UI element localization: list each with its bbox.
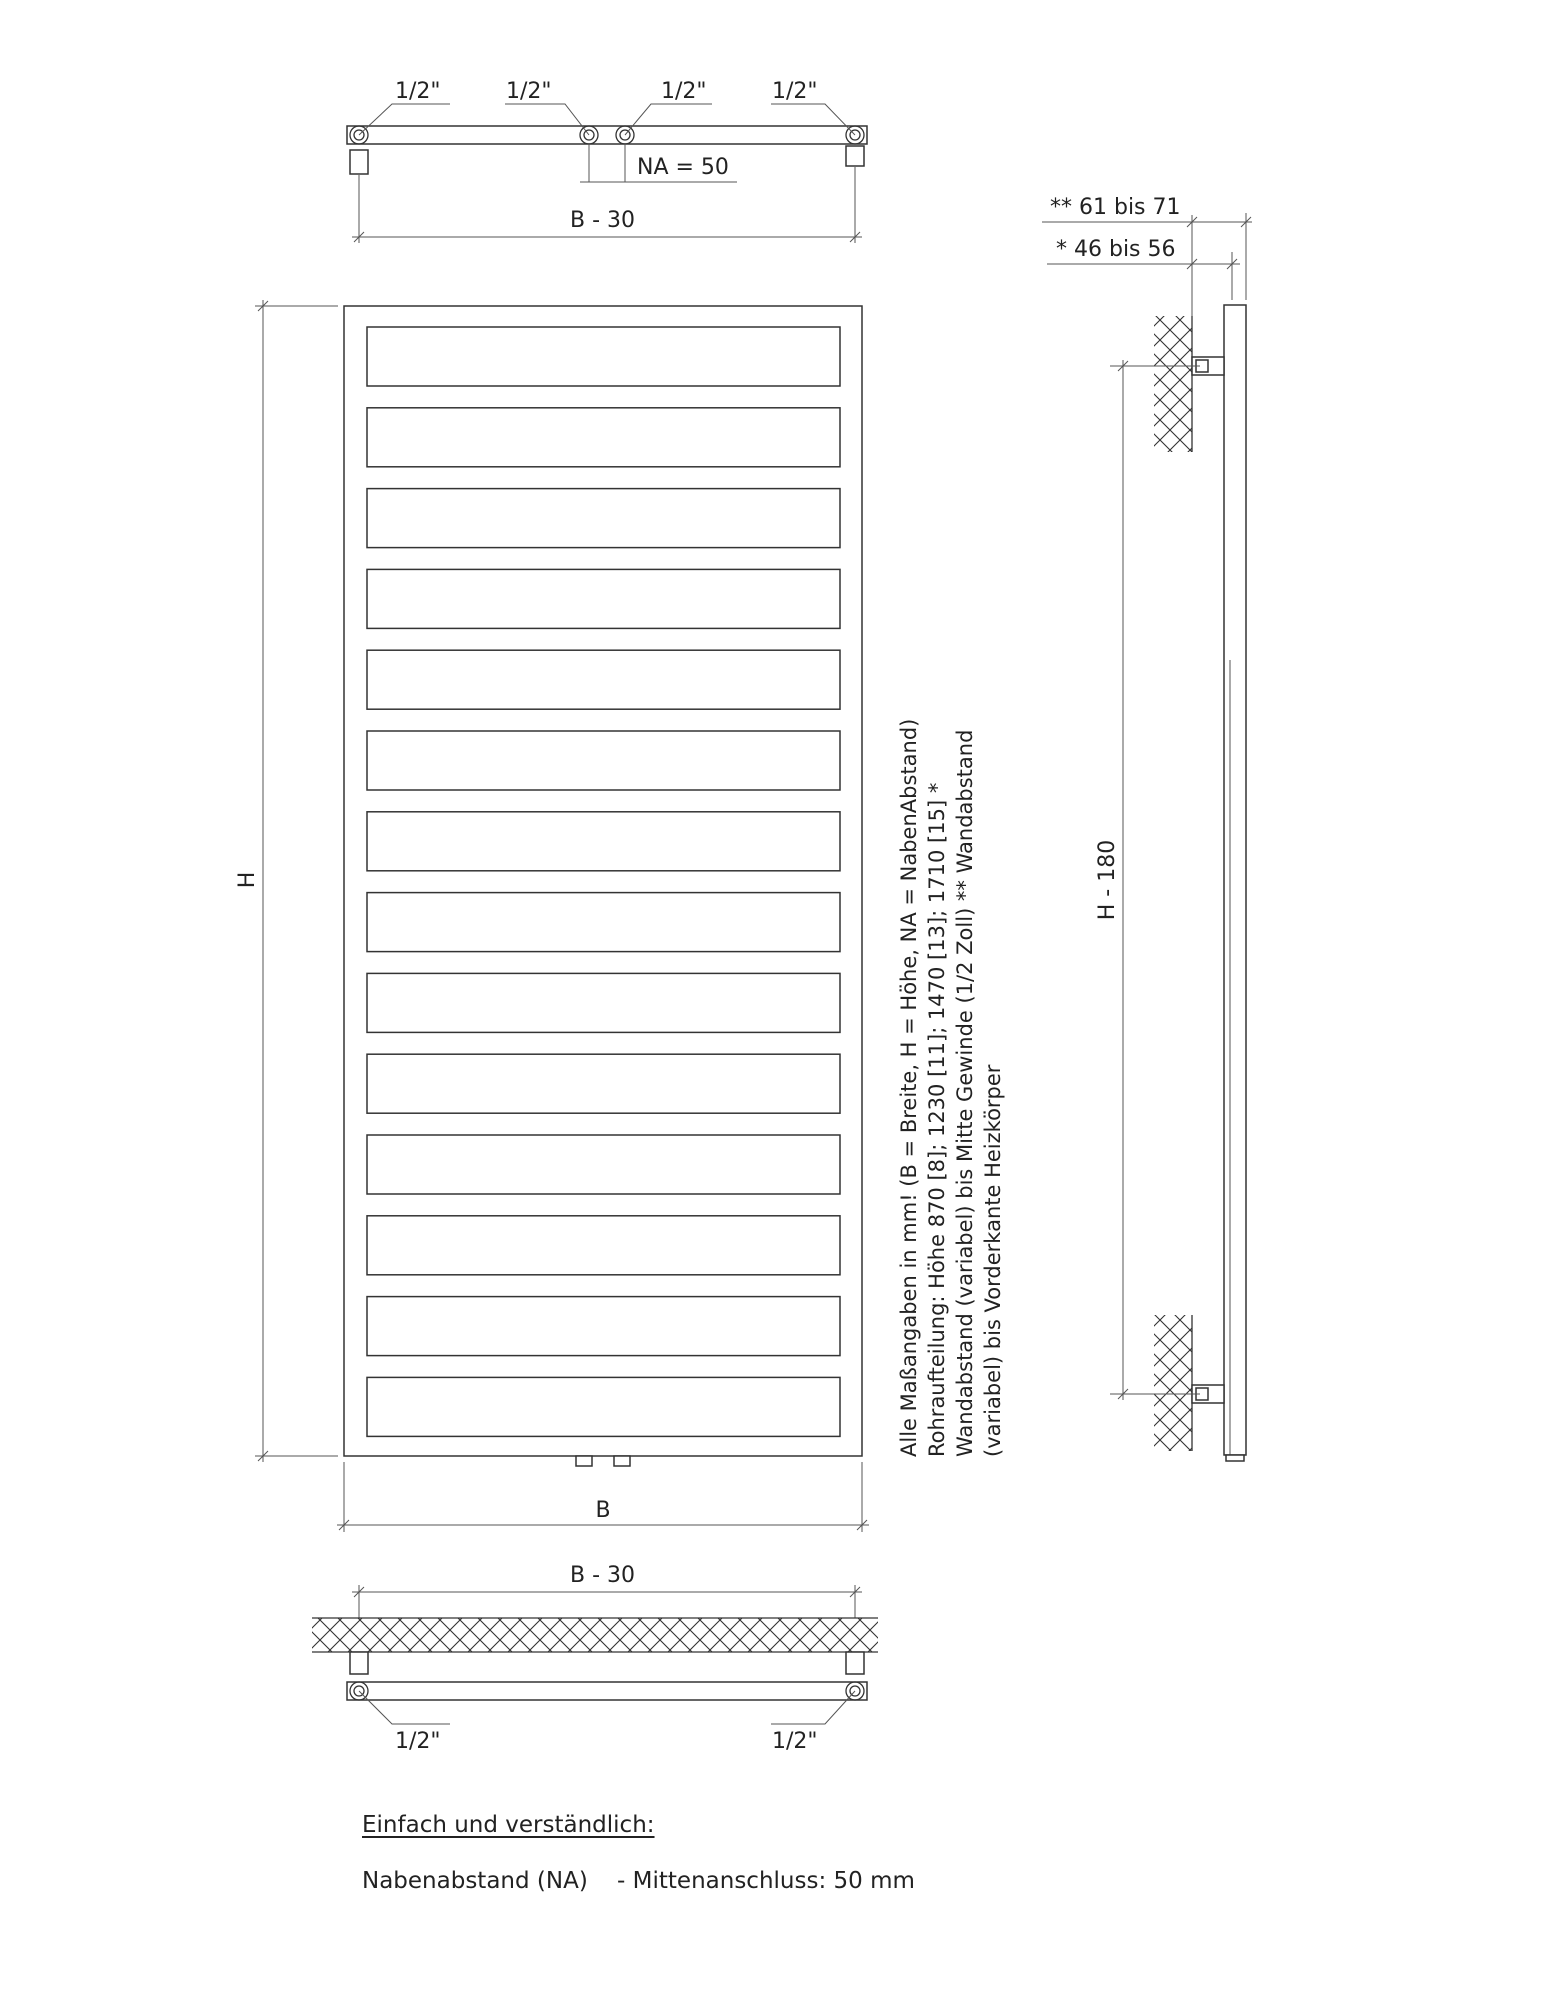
heating-tube (367, 1377, 840, 1436)
wall-hatch-bottom (1154, 1315, 1192, 1451)
notes-line-4: (variabel) bis Vorderkante Heizkörper (981, 1064, 1005, 1457)
notes-line-1: Alle Maßangaben in mm! (B = Breite, H = Höhe, NA = NabenAbstand) (897, 718, 921, 1457)
thread-label-top-1: 1/2" (395, 79, 441, 104)
valve-stub-right (846, 146, 864, 166)
heating-tube (367, 893, 840, 952)
notes-line-3: Wandabstand (variabel) bis Mitte Gewinde (1/2 Zoll) ** Wandabstand (953, 729, 977, 1457)
heating-tube (367, 327, 840, 386)
bottom-connector-right (614, 1456, 630, 1466)
caption-title: Einfach und verständlich: (362, 1812, 655, 1838)
wall-hatch-band (312, 1618, 878, 1652)
heating-tube (367, 408, 840, 467)
heating-tube (367, 1054, 840, 1113)
heating-tube (367, 1297, 840, 1356)
wall-distance-outer: ** 61 bis 71 (1050, 195, 1181, 220)
heating-tube (367, 569, 840, 628)
wall-hatch-top (1154, 316, 1192, 452)
heating-tube (367, 731, 840, 790)
thread-label-bottom-2: 1/2" (772, 1729, 818, 1754)
top-view (347, 79, 867, 243)
valve-stub-left (350, 150, 368, 174)
caption-line: Nabenabstand (NA) - Mittenanschluss: 50 mm (362, 1868, 915, 1894)
heating-tube (367, 973, 840, 1032)
radiator-side-profile (1224, 305, 1246, 1455)
thread-label-bottom-1: 1/2" (395, 1729, 441, 1754)
side-view (1042, 195, 1252, 1461)
bottom-view (312, 1563, 878, 1754)
notes-line-2: Rohraufteilung: Höhe 870 [8]; 1230 [11]; 1470 [13]; 1710 [15] * (925, 782, 949, 1457)
heating-tube (367, 1135, 840, 1194)
thread-label-top-2: 1/2" (506, 79, 552, 104)
thread-label-top-4: 1/2" (772, 79, 818, 104)
bottom-connector-left (576, 1456, 592, 1466)
width-label: B (595, 1498, 611, 1523)
mount-height-label: H - 180 (1095, 839, 1120, 921)
thread-label-top-3: 1/2" (661, 79, 707, 104)
wall-distance-inner: * 46 bis 56 (1056, 237, 1176, 262)
na-dimension-label: NA = 50 (637, 155, 729, 180)
heating-tube (367, 489, 840, 548)
heating-tube (367, 650, 840, 709)
heating-tube (367, 1216, 840, 1275)
front-view (235, 300, 869, 1532)
notes-block (897, 719, 1005, 1457)
heating-tube (367, 812, 840, 871)
radiator-frame (344, 306, 862, 1456)
top-width-label: B - 30 (570, 208, 636, 233)
bottom-width-label: B - 30 (570, 1563, 636, 1588)
height-label: H (235, 871, 260, 889)
